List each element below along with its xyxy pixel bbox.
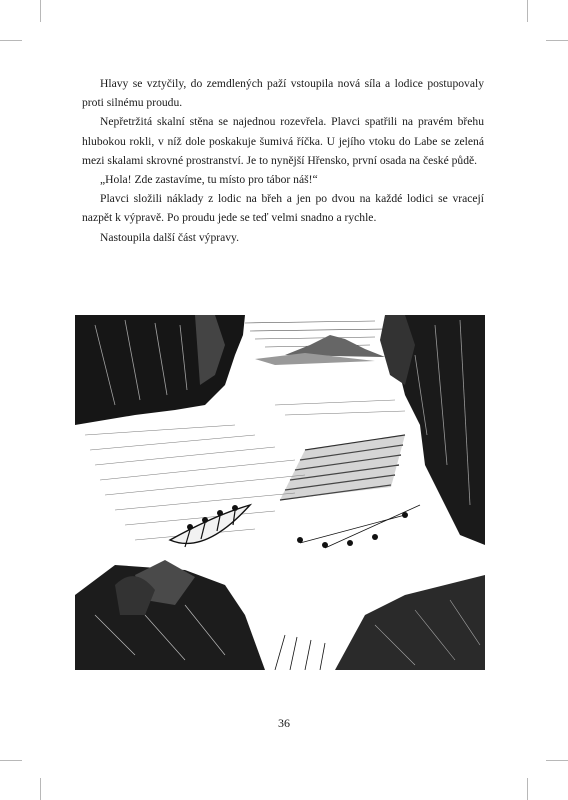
paragraph: Plavci složili náklady z lodic na břeh a jen po dvou na každé lodici se vracejí nazpět k výpravě. Po proudu jede se teď velmi snadno a rychle. [82, 192, 484, 225]
crop-mark-tr-v [527, 0, 528, 22]
paragraph: Nastoupila další část výpravy. [100, 230, 239, 244]
page-number: 36 [278, 716, 290, 730]
paragraph-quote: „Hola! Zde zastavíme, tu místo pro tábor náš!“ [100, 173, 318, 187]
paragraph: Hlavy se vztyčily, do zemdlených paží vstoupila nová síla a lodice postupovaly proti silnému proudu. [82, 77, 484, 110]
body-text [82, 74, 484, 247]
crop-mark-bl-h [0, 760, 22, 761]
paragraph: Nepřetržitá skalní stěna se najednou rozevřela. Plavci spatřili na pravém břehu hlubokou rokli, v níž dole poskakuje šumivá říčka. U jejího vtoku do Labe se zelená mezi skalami skrovné prostranství. Je to nynější Hřensko, první osada na české půdě. [82, 115, 484, 167]
river-expedition-illustration [75, 315, 485, 670]
crop-mark-tl-v [40, 0, 41, 22]
crop-mark-bl-v [40, 778, 41, 800]
crop-mark-br-h [546, 760, 568, 761]
crop-mark-tr-h [546, 40, 568, 41]
crop-mark-tl-h [0, 40, 22, 41]
crop-mark-br-v [527, 778, 528, 800]
